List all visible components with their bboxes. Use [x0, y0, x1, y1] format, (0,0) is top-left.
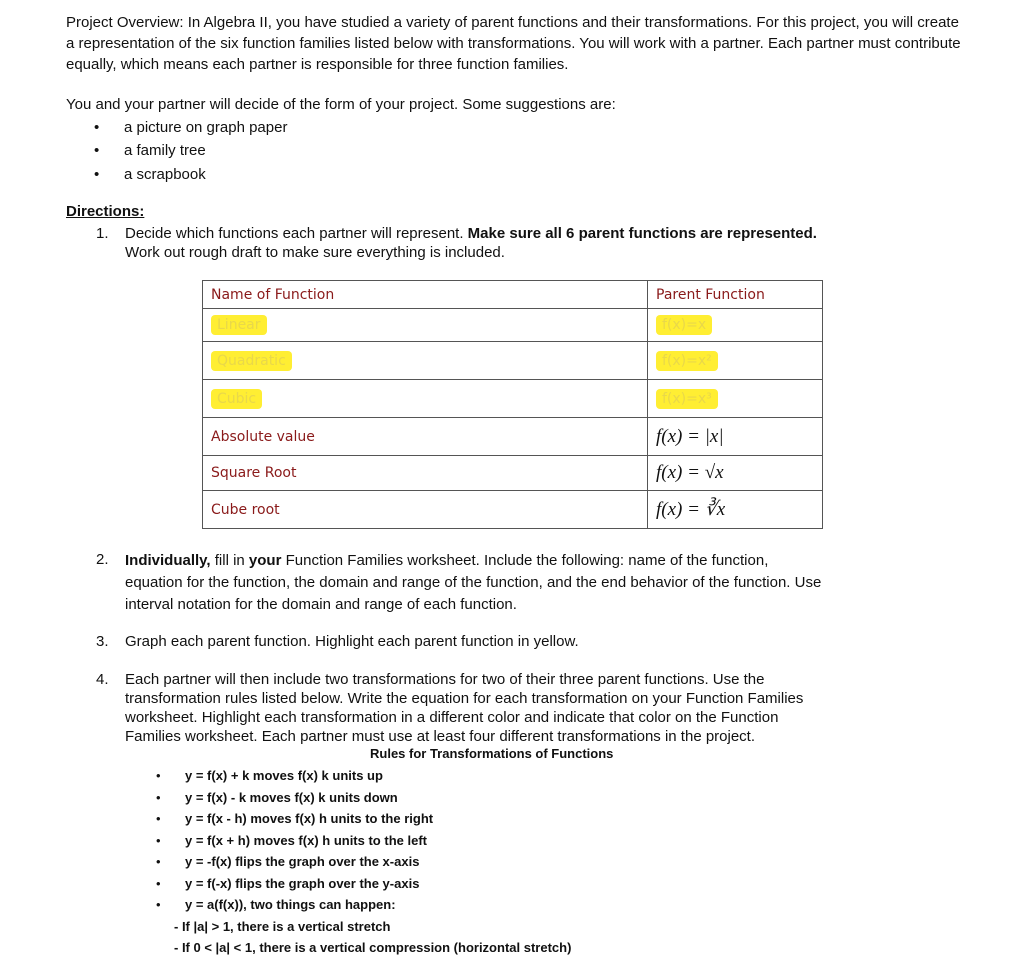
rule-item: • y = f(-x) flips the graph over the y-axis	[156, 876, 420, 891]
parent-function: f(x) = √x	[656, 462, 724, 483]
parent-function: f(x) = ∛x	[656, 499, 726, 520]
step-4: 4. Each partner will then include two transformations for two of their three parent functions. Use the transformation rules listed below. Write the equation for each transformation on your Function Families worksheet. Highlight each transformation in a different color and indicate that color on the Function Families worksheet. Each partner must use at least four different transformations in the project.	[96, 671, 804, 745]
rules-title: Rules for Transformations of Functions	[370, 746, 614, 761]
step-1: 1. Decide which functions each partner will represent. Make sure all 6 parent functions are represented. Work out rough draft to make sure everything is included.	[96, 225, 817, 261]
highlighted-name: Linear	[211, 315, 267, 335]
rule-item: • y = -f(x) flips the graph over the x-axis	[156, 854, 420, 869]
project-overview: Project Overview: In Algebra II, you have studied a variety of parent functions and their transformations. For this project, you will create a representation of the six function families listed below with transformations. You will work with a partner. Each partner must contribute equally, which means each partner is responsible for three function families.	[66, 14, 961, 73]
table-row	[203, 380, 823, 418]
function-name: Absolute value	[203, 418, 648, 456]
suggestion-item: • a family tree	[94, 142, 206, 159]
function-table	[202, 280, 823, 529]
highlighted-func: f(x)=x³	[656, 389, 718, 409]
table-header: Name of Function	[203, 281, 648, 309]
table-header: Parent Function	[648, 281, 823, 309]
step-2: 2. Individually, fill in your Function Families worksheet. Include the following: name of the function, equation for the function, the domain and range of the function, and the end behavior of the function. Use interval notation for the domain and range of each function.	[96, 551, 822, 613]
highlighted-func: f(x)=x	[656, 315, 712, 335]
rule-item: • y = f(x - h) moves f(x) h units to the right	[156, 811, 434, 826]
highlighted-func: f(x)=x²	[656, 351, 718, 371]
suggestion-item: • a picture on graph paper	[94, 119, 288, 136]
table-row	[203, 342, 823, 380]
rule-item: • y = a(f(x)), two things can happen:	[156, 897, 396, 912]
rule-item: • y = f(x) + k moves f(x) k units up	[156, 768, 383, 783]
function-name: Square Root	[203, 456, 648, 491]
sub-rule: - If 0 < |a| < 1, there is a vertical compression (horizontal stretch)	[174, 940, 572, 955]
suggestion-item: • a scrapbook	[94, 166, 206, 183]
highlighted-name: Cubic	[211, 389, 262, 409]
table-row	[203, 456, 823, 491]
rule-item: • y = f(x) - k moves f(x) k units down	[156, 790, 398, 805]
parent-function: f(x) = |x|	[656, 425, 724, 447]
directions-heading: Directions:	[66, 203, 145, 220]
highlighted-name: Quadratic	[211, 351, 292, 371]
rule-item: • y = f(x + h) moves f(x) h units to the left	[156, 833, 427, 848]
sub-rule: - If |a| > 1, there is a vertical stretch	[174, 919, 391, 934]
suggestions-intro: You and your partner will decide of the form of your project. Some suggestions are:	[66, 96, 616, 113]
function-name: Cube root	[203, 491, 648, 529]
table-row	[203, 491, 823, 529]
table-row	[203, 309, 823, 342]
table-row	[203, 418, 823, 456]
step-3: 3. Graph each parent function. Highlight each parent function in yellow.	[96, 633, 579, 650]
